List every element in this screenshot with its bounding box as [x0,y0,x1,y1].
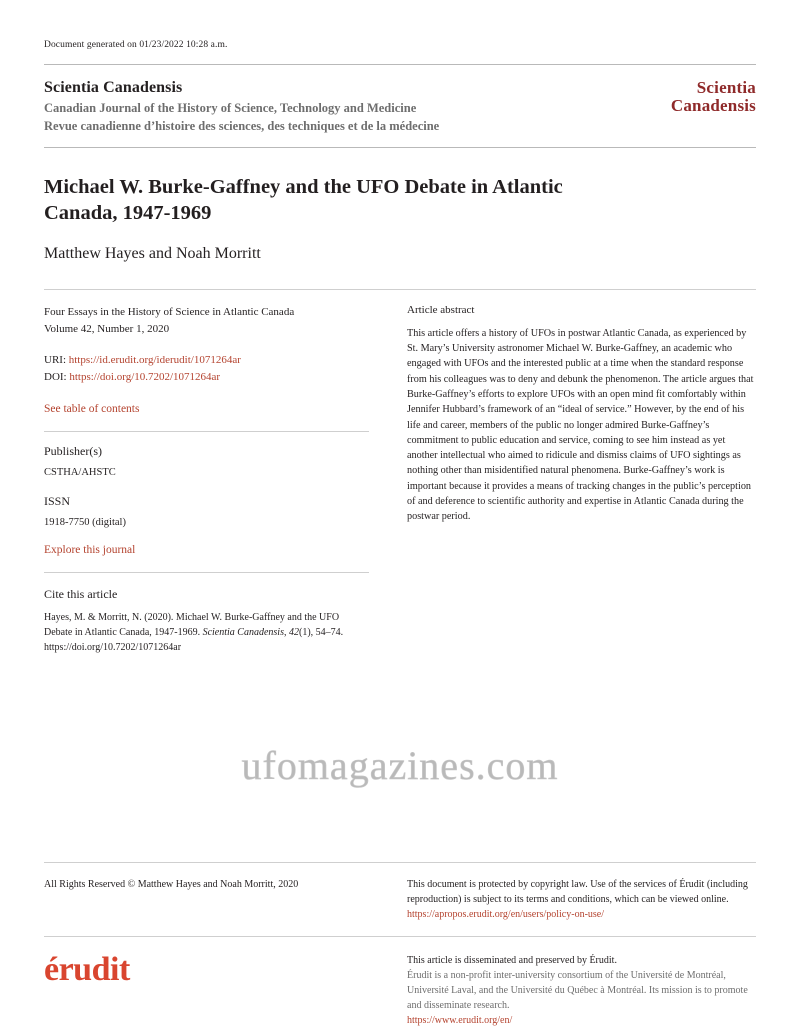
abstract-text: This article offers a history of UFOs in postwar Atlantic Canada, as experienced by St. Mary’s University astronomer Michael W. Burke-Gaffney, an academic who engaged with UFOs and the interested public at a time when the standard response from his colleagues was to deny and debunk the phenomenon. The article argues that Burke-Gaffney’s efforts to explore UFOs with an open mind fit comfortably within Jennifer Hubbard’s framework of an “ideal of service.” However, by the end of his life and career, members of the public no longer admired Burke-Gaffney’s commitment to public education and service, coming to see him instead as yet another intellectual who aimed to ridicule and dismiss claims of UFO sightings as nothing other than misidentified natural phenomena. Burke-Gaffney’s work is important because it provides a means of tracking changes in the public’s perception of and deference to scientific authority and expertise in Atlantic Canada during the postwar period. [407,327,754,523]
uri-label: URI: [44,353,66,366]
journal-subtitle-fr: Revue canadienne d’histoire des sciences, des techniques et de la médecine [44,119,440,134]
journal-logo-line2: Canadensis [670,95,756,115]
divider-cite [44,572,369,573]
generated-timestamp: Document generated on 01/23/2022 10:28 a.m. [44,40,228,50]
cite-heading: Cite this article [44,587,118,601]
divider-publisher [44,431,369,432]
footer-erudit-row [44,937,756,1028]
publisher-value: CSTHA/AHSTC [44,467,116,478]
journal-logo-line1: Scientia [696,78,756,97]
journal-title: Scientia Canadensis [44,79,183,96]
journal-masthead [44,65,756,147]
doi-row [44,369,369,387]
journal-subtitle-en: Canadian Journal of the History of Science, Technology and Medicine [44,101,417,115]
page-footer [44,862,756,1028]
citation-text [44,610,369,655]
erudit-logo[interactable] [44,953,389,987]
erudit-site-link[interactable]: https://www.erudit.org/en/ [407,1015,513,1026]
article-authors: Matthew Hayes and Noah Morritt [44,244,261,262]
erudit-description-block [389,953,754,1028]
volume-number: Volume 42, Number 1, 2020 [44,322,170,335]
page-title: Michael W. Burke-Gaffney and the UFO Debate in Atlantic Canada, 1947-1969 [44,176,563,225]
metadata-right-column [389,304,754,655]
policy-on-use-link[interactable]: https://apropos.erudit.org/en/users/policy-on-use/ [407,909,605,920]
uri-row [44,352,369,370]
issn-value: 1918-7750 (digital) [44,517,126,528]
metadata-left-column [44,304,389,655]
erudit-about: Érudit is a non-profit inter-university consortium of the Université de Montréal, Université Laval, and the Université du Québec à Montréal. Its mission is to promote and disseminate research. [407,970,748,1011]
doi-link[interactable]: https://doi.org/10.7202/1071264ar [69,371,221,384]
metadata-columns [44,290,756,655]
identifiers [44,352,369,387]
copyright-notice: This document is protected by copyright law. Use of the services of Érudit (including reproduction) is subject to its terms and conditions, which can be viewed online. [407,879,748,905]
citation-comma: , [283,627,289,638]
footer-rights-row [44,863,756,922]
divider-masthead [44,147,756,148]
journal-titles [44,79,439,135]
citation-doi: https://doi.org/10.7202/1071264ar [44,642,182,653]
table-of-contents-link[interactable]: See table of contents [44,403,140,415]
copyright-notice-block [389,877,754,922]
watermark: ufomagazines.com [241,743,559,788]
citation-volume: 42 [288,627,299,638]
explore-journal-link[interactable]: Explore this journal [44,544,136,556]
rights-statement: All Rights Reserved © Matthew Hayes and Noah Morritt, 2020 [44,879,299,890]
citation-pages: (1), 54–74. [298,627,344,638]
abstract-heading: Article abstract [407,303,475,316]
issue-info [44,304,369,338]
publisher-heading: Publisher(s) [44,444,102,458]
uri-link[interactable]: https://id.erudit.org/iderudit/1071264ar [68,353,241,366]
special-issue-title: Four Essays in the History of Science in Atlantic Canada [44,305,295,318]
journal-logo [671,79,756,115]
issn-heading: ISSN [44,494,71,508]
dissemination-note: This article is disseminated and preserved by Érudit. [407,955,617,966]
erudit-logo-text: érudit [44,951,130,988]
citation-line-b: in Atlantic Canada, 1947-1969. [74,627,203,638]
doi-label: DOI: [44,371,67,384]
citation-journal: Scientia Canadensis [202,627,284,638]
citation-line-a: Hayes, M. & Morritt, N. (2020). Michael W. Burke-Gaffney and the UFO Debate [44,612,340,638]
